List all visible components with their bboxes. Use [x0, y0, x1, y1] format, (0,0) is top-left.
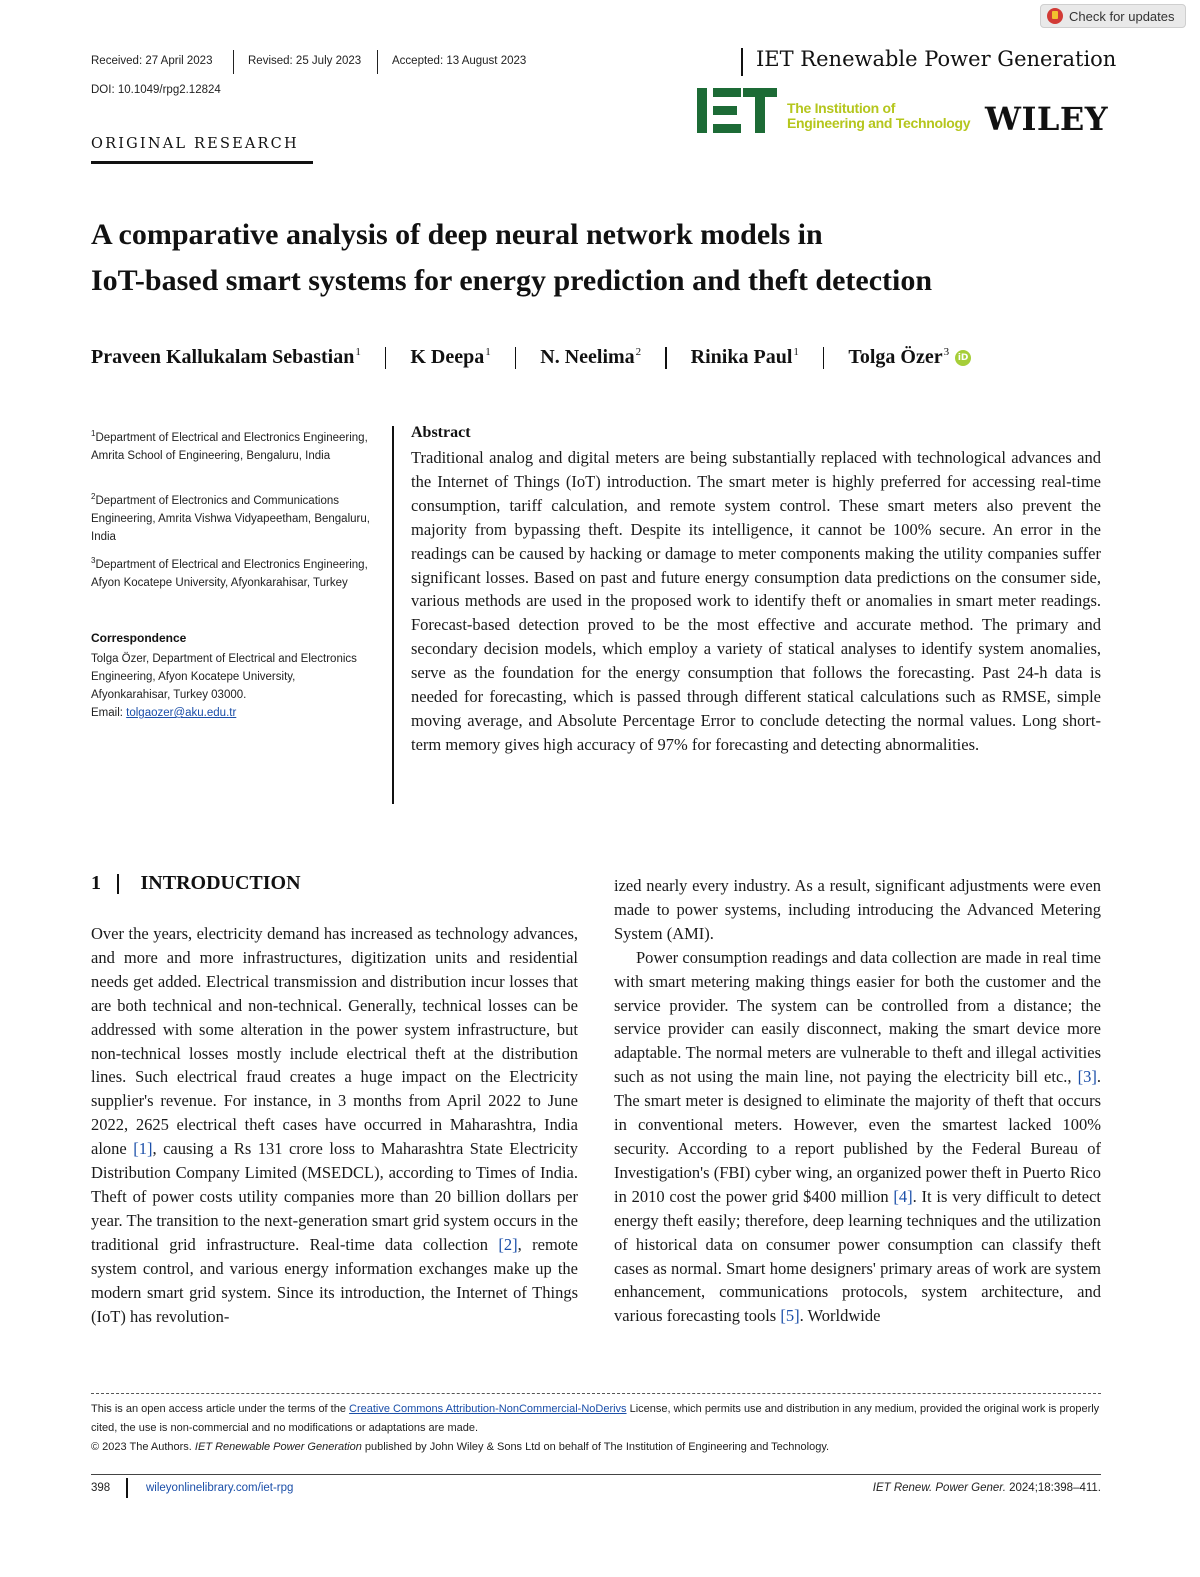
author[interactable]: N. Neelima $^2$ [540, 346, 642, 368]
paper-title [91, 212, 1121, 304]
abstract-text: Traditional analog and digital meters are being substantially replaced with technological advances and the Internet of Things (IoT) introduction. The smart meter is highly preferred for accessing real-time consumption, tariff calculation, and remote system control. These smart meters also prevent the majority from bypassing theft. Despite its intelligence, it cannot be 100% secure. An error in the readings can be caused by hacking or damage to meter components making the utility companies suffer significant losses. Based on past and future energy consumption data predictions on the consumer side, various methods are used in the proposed work to identify theft or anomalies in smart meter readings. Forecast-based detection proved to be the most effective and accurate method. The primary and secondary decision models, which employ a variety of statical analyses to identify system anomalies, serve as the foundation for the energy consumption that follows the forecasting. Past 24-h data is needed for forecasting, which is passed through different statical calculations such as RMSE, simple moving average, and Absolute Percentage Error to conclude detecting the normal values. Long short-term memory gives high accuracy of 97% for forecasting and detecting abnormalities. [411, 448, 1101, 754]
body-column-right [614, 874, 1101, 1328]
author-list [91, 346, 1121, 369]
citation-link[interactable]: [3] [1077, 1067, 1097, 1087]
section-underline [91, 161, 313, 164]
header-divider [377, 50, 378, 74]
paragraph: ized nearly every industry. As a result, significant adjustments were even made to power systems, including introducing the Advanced Metering System (AMI). [614, 876, 1101, 943]
iet-wordmark [787, 101, 970, 131]
paragraph: Power consumption readings and data collection are made in real time with smart metering making things easier for both the customer and the service provider. The system can be controlled from a distance; the service provider can easily disconnect, making the smart device more adaptable. The normal meters are vulnerable to theft and illegal activities such as not using the main line, not paying the electricity bill etc., [3]. The smart meter is designed to eliminate the majority of theft that occurs in conventional meters. However, even the smartest lacked 100% security. According to a report published by the Federal Bureau of Investigation's (FBI) cyber wing, an organized power theft in Puerto Rico in 2010 cost the power grid $400 million [4]. It is very difficult to detect energy theft easily; therefore, deep learning techniques and the utilization of historical data on consumer power consumption can classify theft cases as normal. Smart home designers' primary areas of work are system enhancement, communications protocols, system architecture, and various forecasting tools [5]. Worldwide [614, 947, 1101, 1326]
page-number: 398 [91, 1482, 111, 1494]
title-line-2: IoT-based smart systems for energy prediction and theft detection [91, 264, 933, 297]
footer-divider [91, 1393, 1101, 1394]
author-divider [515, 347, 517, 369]
section-number: 1 [91, 872, 101, 894]
revised-date: Revised: 25 July 2023 [248, 55, 362, 67]
correspondence-title: Correspondence [91, 631, 187, 645]
accepted-date: Accepted: 13 August 2023 [392, 55, 527, 67]
journal-divider [741, 48, 743, 76]
author-divider [823, 347, 825, 369]
section-heading [91, 872, 301, 895]
section-label: ORIGINAL RESEARCH [91, 136, 299, 152]
footer-page-divider [126, 1478, 128, 1498]
license-link[interactable]: Creative Commons Attribution-NonCommercial-NoDerivs [349, 1403, 627, 1415]
header-divider [233, 50, 234, 74]
citation-link[interactable]: [2] [498, 1234, 518, 1254]
iet-logo-icon [697, 88, 777, 133]
copyright-text: © 2023 The Authors. IET Renewable Power Generation published by John Wiley & Sons Ltd on behalf of The Institution of Engineering and Technology. [91, 1441, 830, 1453]
author[interactable]: Praveen Kallukalam Sebastian $^1$ [91, 346, 361, 368]
footer-rule [91, 1474, 1101, 1475]
email-link[interactable]: tolgaozer@aku.edu.tr [126, 707, 237, 719]
affiliation: $^3$Department of Electrical and Electronics Engineering, Afyon Kocatepe University, Afyonkarahisar, Turkey [91, 556, 368, 589]
author-divider [665, 347, 667, 369]
body-column-left: Over the years, electricity demand has increased as technology advances, and more and more infrastructures, digitization units and residential needs get added. Electrical transmission and distribution incur losses that are both technical and non-technical. Generally, technical losses can be addressed with some alteration in the power system infrastructure, but non-technical losses mostly include electrical theft at the distribution lines. Such electrical fraud creates a huge impact on the Electricity supplier's revenue. For instance, in 3 months from April 2022 to June 2022, 2625 electrical theft cases have occurred in Maharashtra, India alone [1], causing a Rs 131 crore loss to Maharashtra State Electricity Distribution Company Limited (MSEDCL), according to Times of India. Theft of power costs utility companies more than 20 billion dollars per year. The transition to the next-generation smart grid system occurs in the traditional grid infrastructure. Real-time data collection [2], remote system control, and various energy information exchanges make up the modern smart grid system. Since its introduction, the Internet of Things (IoT) has revolution- [91, 924, 579, 1326]
received-date: Received: 27 April 2023 [91, 55, 213, 67]
author[interactable]: Rinika Paul $^1$ [690, 346, 799, 368]
correspondence-text: Tolga Özer, Department of Electrical and Electronics Engineering, Afyon Kocatepe University, Afyonkarahisar, Turkey 03000. Email: tolgaozer@aku.edu.tr [91, 653, 357, 719]
author[interactable]: Tolga Özer $^3$ [848, 346, 950, 368]
abstract-divider [392, 426, 394, 804]
citation-footer: IET Renew. Power Gener. 2024;18:398–411. [872, 1482, 1101, 1494]
iet-wordmark-line1: The Institution of [787, 100, 896, 116]
title-line-1: A comparative analysis of deep neural network models in [91, 218, 823, 251]
iet-wordmark-line2: Engineering and Technology [787, 115, 971, 131]
author[interactable]: K Deepa $^1$ [410, 346, 491, 368]
check-for-updates-label: Check for updates [1069, 8, 1175, 24]
journal-url-link[interactable]: wileyonlinelibrary.com/iet-rpg [146, 1482, 294, 1494]
affiliation: $^1$Department of Electrical and Electronics Engineering, Amrita School of Engineering, Bengaluru, India [91, 429, 368, 462]
citation-link[interactable]: [4] [893, 1186, 913, 1206]
section-heading-divider [117, 874, 119, 894]
section-title: INTRODUCTION [140, 872, 301, 894]
author-divider [385, 347, 387, 369]
journal-name: IET Renewable Power Generation [756, 47, 1117, 71]
doi: DOI: 10.1049/rpg2.12824 [91, 84, 221, 96]
citation-link[interactable]: [1] [133, 1139, 153, 1159]
check-for-updates-badge[interactable] [1040, 4, 1186, 28]
bookmark-icon [1047, 8, 1063, 24]
affiliation: $^2$Department of Electronics and Communications Engineering, Amrita Vishwa Vidyapeetham, Bengaluru, India [91, 492, 370, 543]
license-text: This is an open access article under the terms of the Creative Commons Attribution-NonCommercial-NoDerivs License, which permits use and distribution in any medium, provided the original work is properly cited, the use is non-commercial and no modifications or adaptations are made. [91, 1403, 1100, 1434]
citation-link[interactable]: [5] [780, 1306, 800, 1326]
abstract-title: Abstract [411, 424, 471, 441]
wiley-logo: WILEY [985, 100, 1109, 138]
orcid-icon[interactable]: iD [955, 350, 971, 366]
